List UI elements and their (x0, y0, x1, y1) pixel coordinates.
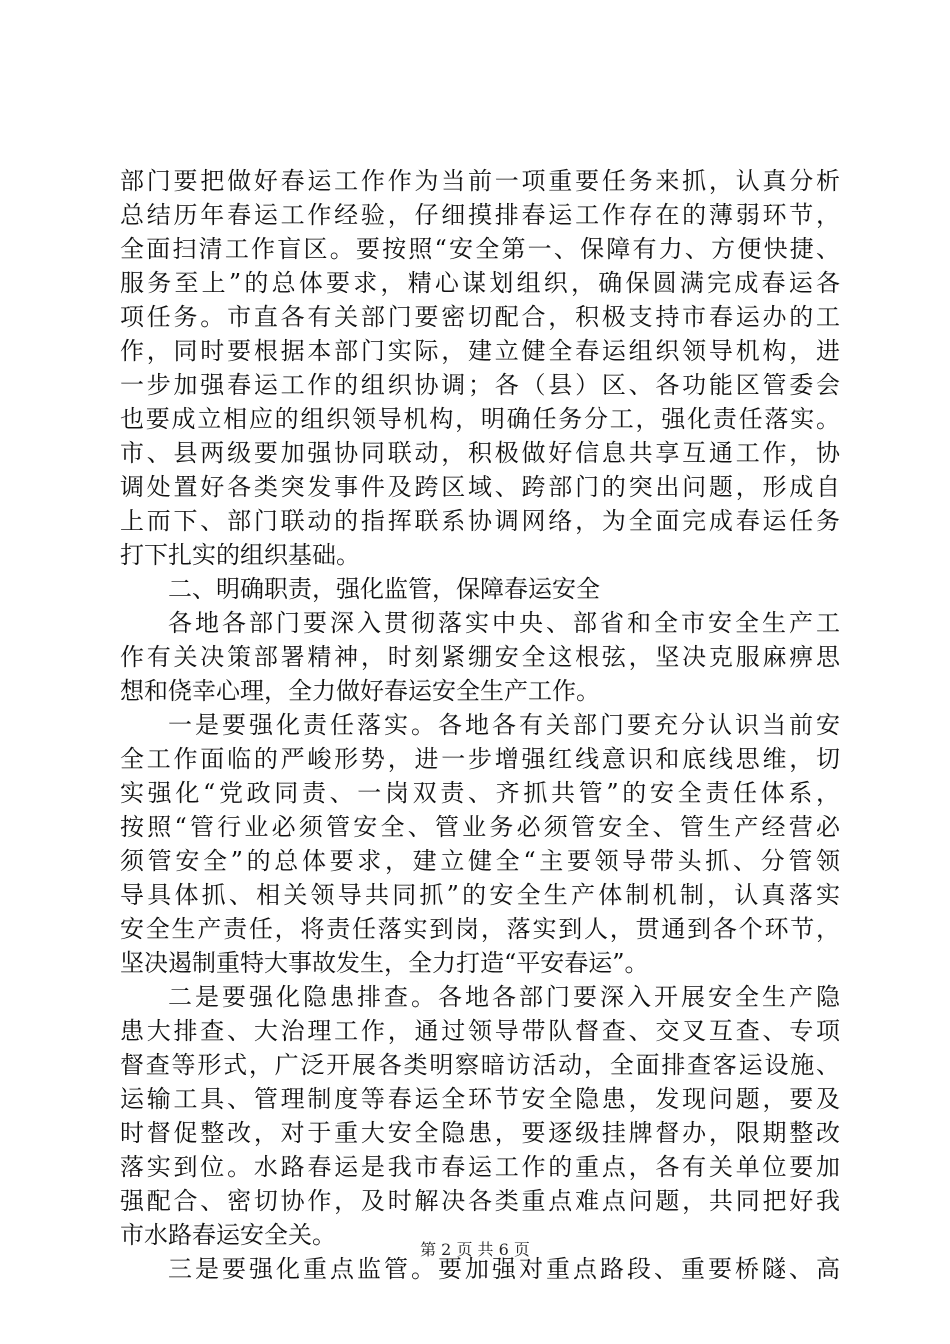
text-line: 总结历年春运工作经验，仔细摸排春运工作存在的薄弱环节， (120, 201, 840, 229)
text-line: 按照“管行业必须管安全、管业务必须管安全、管生产经营必 (120, 813, 840, 841)
text-line: 强配合、密切协作，及时解决各类重点难点问题，共同把好我 (120, 1187, 840, 1215)
text-line: 市水路春运安全关。 (120, 1221, 336, 1249)
page-footer: 第 2 页 共 6 页 (420, 1240, 530, 1259)
text-line: 一是要强化责任落实。各地各有关部门要充分认识当前安 (168, 711, 840, 739)
text-line: 全面扫清工作盲区。要按照“安全第一、保障有力、方便快捷、 (120, 235, 840, 263)
text-line: 时督促整改，对于重大安全隐患，要逐级挂牌督办，限期整改 (120, 1119, 840, 1147)
text-line: 部门要把做好春运工作作为当前一项重要任务来抓，认真分析 (120, 167, 840, 195)
text-line: 运输工具、管理制度等春运全环节安全隐患，发现问题，要及 (120, 1085, 840, 1113)
text-line: 实强化“党政同责、一岗双责、齐抓共管”的安全责任体系， (120, 779, 840, 807)
text-line: 落实到位。水路春运是我市春运工作的重点，各有关单位要加 (120, 1153, 840, 1181)
text-line: 也要成立相应的组织领导机构，明确任务分工，强化责任落实。 (120, 405, 840, 433)
text-line: 安全生产责任，将责任落实到岗，落实到人，贯通到各个环节， (120, 915, 840, 943)
text-line: 全工作面临的严峻形势，进一步增强红线意识和底线思维，切 (120, 745, 840, 773)
text-line: 须管安全”的总体要求，建立健全“主要领导带头抓、分管领 (120, 847, 840, 875)
text-line: 三是要强化重点监管。要加强对重点路段、重要桥隧、高 (168, 1255, 840, 1283)
text-line: 患大排查、大治理工作，通过领导带队督查、交叉互查、专项 (120, 1017, 840, 1045)
text-line: 上而下、部门联动的指挥联系协调网络，为全面完成春运任务 (120, 507, 840, 535)
text-line: 二、明确职责，强化监管，保障春运安全 (168, 575, 600, 603)
text-line: 市、县两级要加强协同联动，积极做好信息共享互通工作，协 (120, 439, 840, 467)
text-line: 一步加强春运工作的组织协调；各（县）区、各功能区管委会 (120, 371, 840, 399)
text-line: 项任务。市直各有关部门要密切配合，积极支持市春运办的工 (120, 303, 840, 331)
text-line: 想和侥幸心理，全力做好春运安全生产工作。 (120, 677, 600, 705)
text-line: 二是要强化隐患排查。各地各部门要深入开展安全生产隐 (168, 983, 840, 1011)
text-line: 坚决遏制重特大事故发生，全力打造“平安春运”。 (120, 949, 649, 977)
text-line: 打下扎实的组织基础。 (120, 541, 360, 569)
text-line: 各地各部门要深入贯彻落实中央、部省和全市安全生产工 (168, 609, 840, 637)
text-line: 导具体抓、相关领导共同抓”的安全生产体制机制，认真落实 (120, 881, 840, 909)
text-line: 调处置好各类突发事件及跨区域、跨部门的突出问题，形成自 (120, 473, 840, 501)
document-body (120, 164, 840, 1286)
text-line: 作，同时要根据本部门实际，建立健全春运组织领导机构，进 (120, 337, 840, 365)
text-line: 作有关决策部署精神，时刻紧绷安全这根弦，坚决克服麻痹思 (120, 643, 840, 671)
text-line: 督查等形式，广泛开展各类明察暗访活动，全面排查客运设施、 (120, 1051, 840, 1079)
text-line: 服务至上”的总体要求，精心谋划组织，确保圆满完成春运各 (120, 269, 840, 297)
